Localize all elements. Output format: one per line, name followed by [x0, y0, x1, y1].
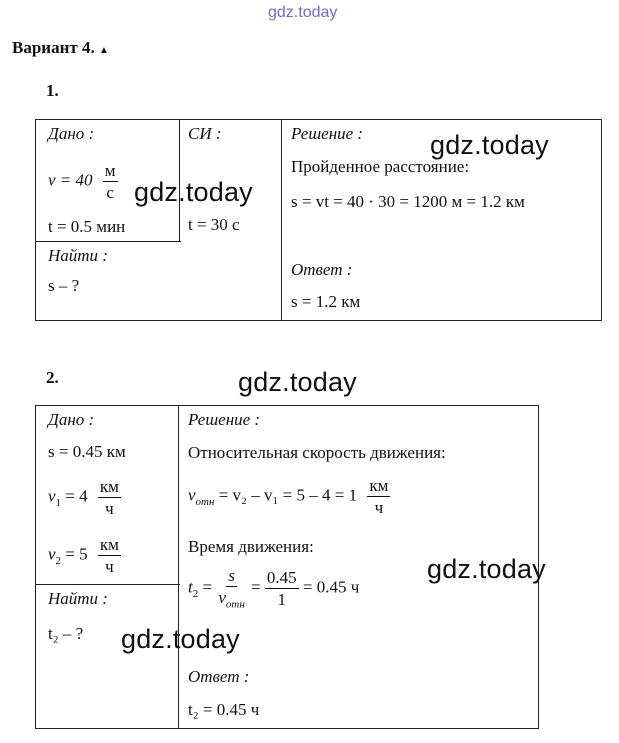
task2-vrel-unit	[367, 477, 390, 516]
watermark-task1-right: gdz.today	[430, 130, 549, 160]
task1-v-unit	[103, 162, 118, 201]
task2-v2-symbol: v	[48, 544, 56, 564]
task1-formula: s = vt = 40 · 30 = 1200 м = 1.2 км	[291, 192, 525, 211]
task2-v2-sub: 2	[55, 554, 62, 567]
task1-find-value: s – ?	[48, 276, 80, 295]
task1-si-label: СИ :	[188, 124, 222, 143]
task2-frac2-num: 0.45	[266, 568, 297, 588]
task2-given-v2	[48, 536, 121, 575]
task1-given-label: Дано :	[48, 124, 95, 143]
task2-given-label: Дано :	[48, 410, 95, 429]
variant-title-text: Вариант 4.	[12, 38, 95, 57]
task2-v2-unit-den: ч	[105, 557, 114, 576]
task1-v-unit-num: м	[104, 161, 116, 180]
task2-t2-result: = 0.45 ч	[302, 577, 360, 597]
task1-v-unit-den: с	[106, 183, 114, 202]
task1-solution-text: Пройденное расстояние:	[291, 157, 470, 176]
watermark-task2-right: gdz.today	[427, 554, 546, 584]
task1-divider-si-solution	[281, 119, 282, 321]
task2-find-label: Найти :	[48, 589, 108, 608]
task1-divider-given-find	[35, 241, 181, 242]
task2-time-text: Время движения:	[188, 537, 314, 556]
watermark-task1-left: gdz.today	[134, 177, 253, 207]
task2-v1-rhs: = 4	[65, 486, 88, 506]
task2-time-formula: $t_2$ = $\frac{s}{v_{отн}}$ = $\frac{0.45}{1}$ = 0.45 ч	[188, 566, 360, 611]
task2-frac1-num: s	[228, 566, 235, 585]
task2-find-value: t₂ – ?	[48, 624, 84, 643]
task1-si-time: t = 30 с	[188, 215, 240, 234]
task1-answer-label: Ответ :	[291, 260, 353, 279]
task2-given-v1	[48, 478, 121, 517]
task1-answer-value: s = 1.2 км	[291, 292, 361, 311]
task2-v1-unit-den: ч	[105, 499, 114, 518]
corner-mark-icon: ▲	[98, 45, 109, 56]
task2-divider-given-find	[35, 584, 180, 585]
task1-given-velocity	[48, 162, 118, 201]
task2-answer-label: Ответ :	[188, 667, 250, 686]
task1-solution-label: Решение :	[291, 124, 364, 143]
task2-v1-unit-num: км	[99, 477, 119, 496]
task1-v-expr: v = 40	[48, 170, 93, 190]
task2-v1-unit	[98, 478, 121, 517]
task2-relative-formula	[188, 477, 390, 516]
task2-divider-given-solution	[178, 405, 179, 729]
watermark-top: gdz.today	[268, 4, 338, 21]
task2-t2-sub: 2	[192, 587, 199, 600]
task2-frac-values	[265, 569, 299, 608]
task2-frac1-den: v	[218, 588, 226, 607]
task2-relative-text: Относительная скорость движения:	[188, 443, 446, 462]
task2-frac1-den-sub: отн	[225, 598, 245, 611]
task2-vrel-sub: отн	[195, 495, 215, 508]
task2-solution-label: Решение :	[188, 410, 261, 429]
task2-vrel-unit-den: ч	[374, 498, 384, 517]
task2-vrel-symbol: v	[188, 485, 196, 505]
task2-frac2-den: 1	[277, 590, 286, 610]
watermark-task2-left: gdz.today	[121, 624, 240, 654]
task2-t2-symbol: t	[188, 577, 193, 597]
task1-find-label: Найти :	[48, 246, 108, 265]
task2-frac-s-over-vrel	[216, 567, 246, 610]
task2-v1-sub: 1	[55, 496, 62, 509]
watermark-task2-top: gdz.today	[238, 367, 357, 397]
task2-answer-value: t₂ = 0.45 ч	[188, 700, 260, 719]
task2-number: 2.	[46, 368, 59, 387]
task1-given-time: t = 0.5 мин	[48, 217, 126, 236]
task2-v2-unit-num: км	[99, 535, 119, 554]
variant-title	[12, 38, 109, 58]
task2-vrel-unit-num: км	[369, 476, 389, 495]
task2-given-distance: s = 0.45 км	[48, 442, 126, 461]
task2-v2-unit	[98, 536, 121, 575]
task2-vrel-expr: = v₂ – v₁ = 5 – 4 = 1	[218, 485, 358, 505]
task2-v1-symbol: v	[48, 486, 56, 506]
task1-number: 1.	[46, 81, 59, 100]
task2-v2-rhs: = 5	[65, 544, 88, 564]
